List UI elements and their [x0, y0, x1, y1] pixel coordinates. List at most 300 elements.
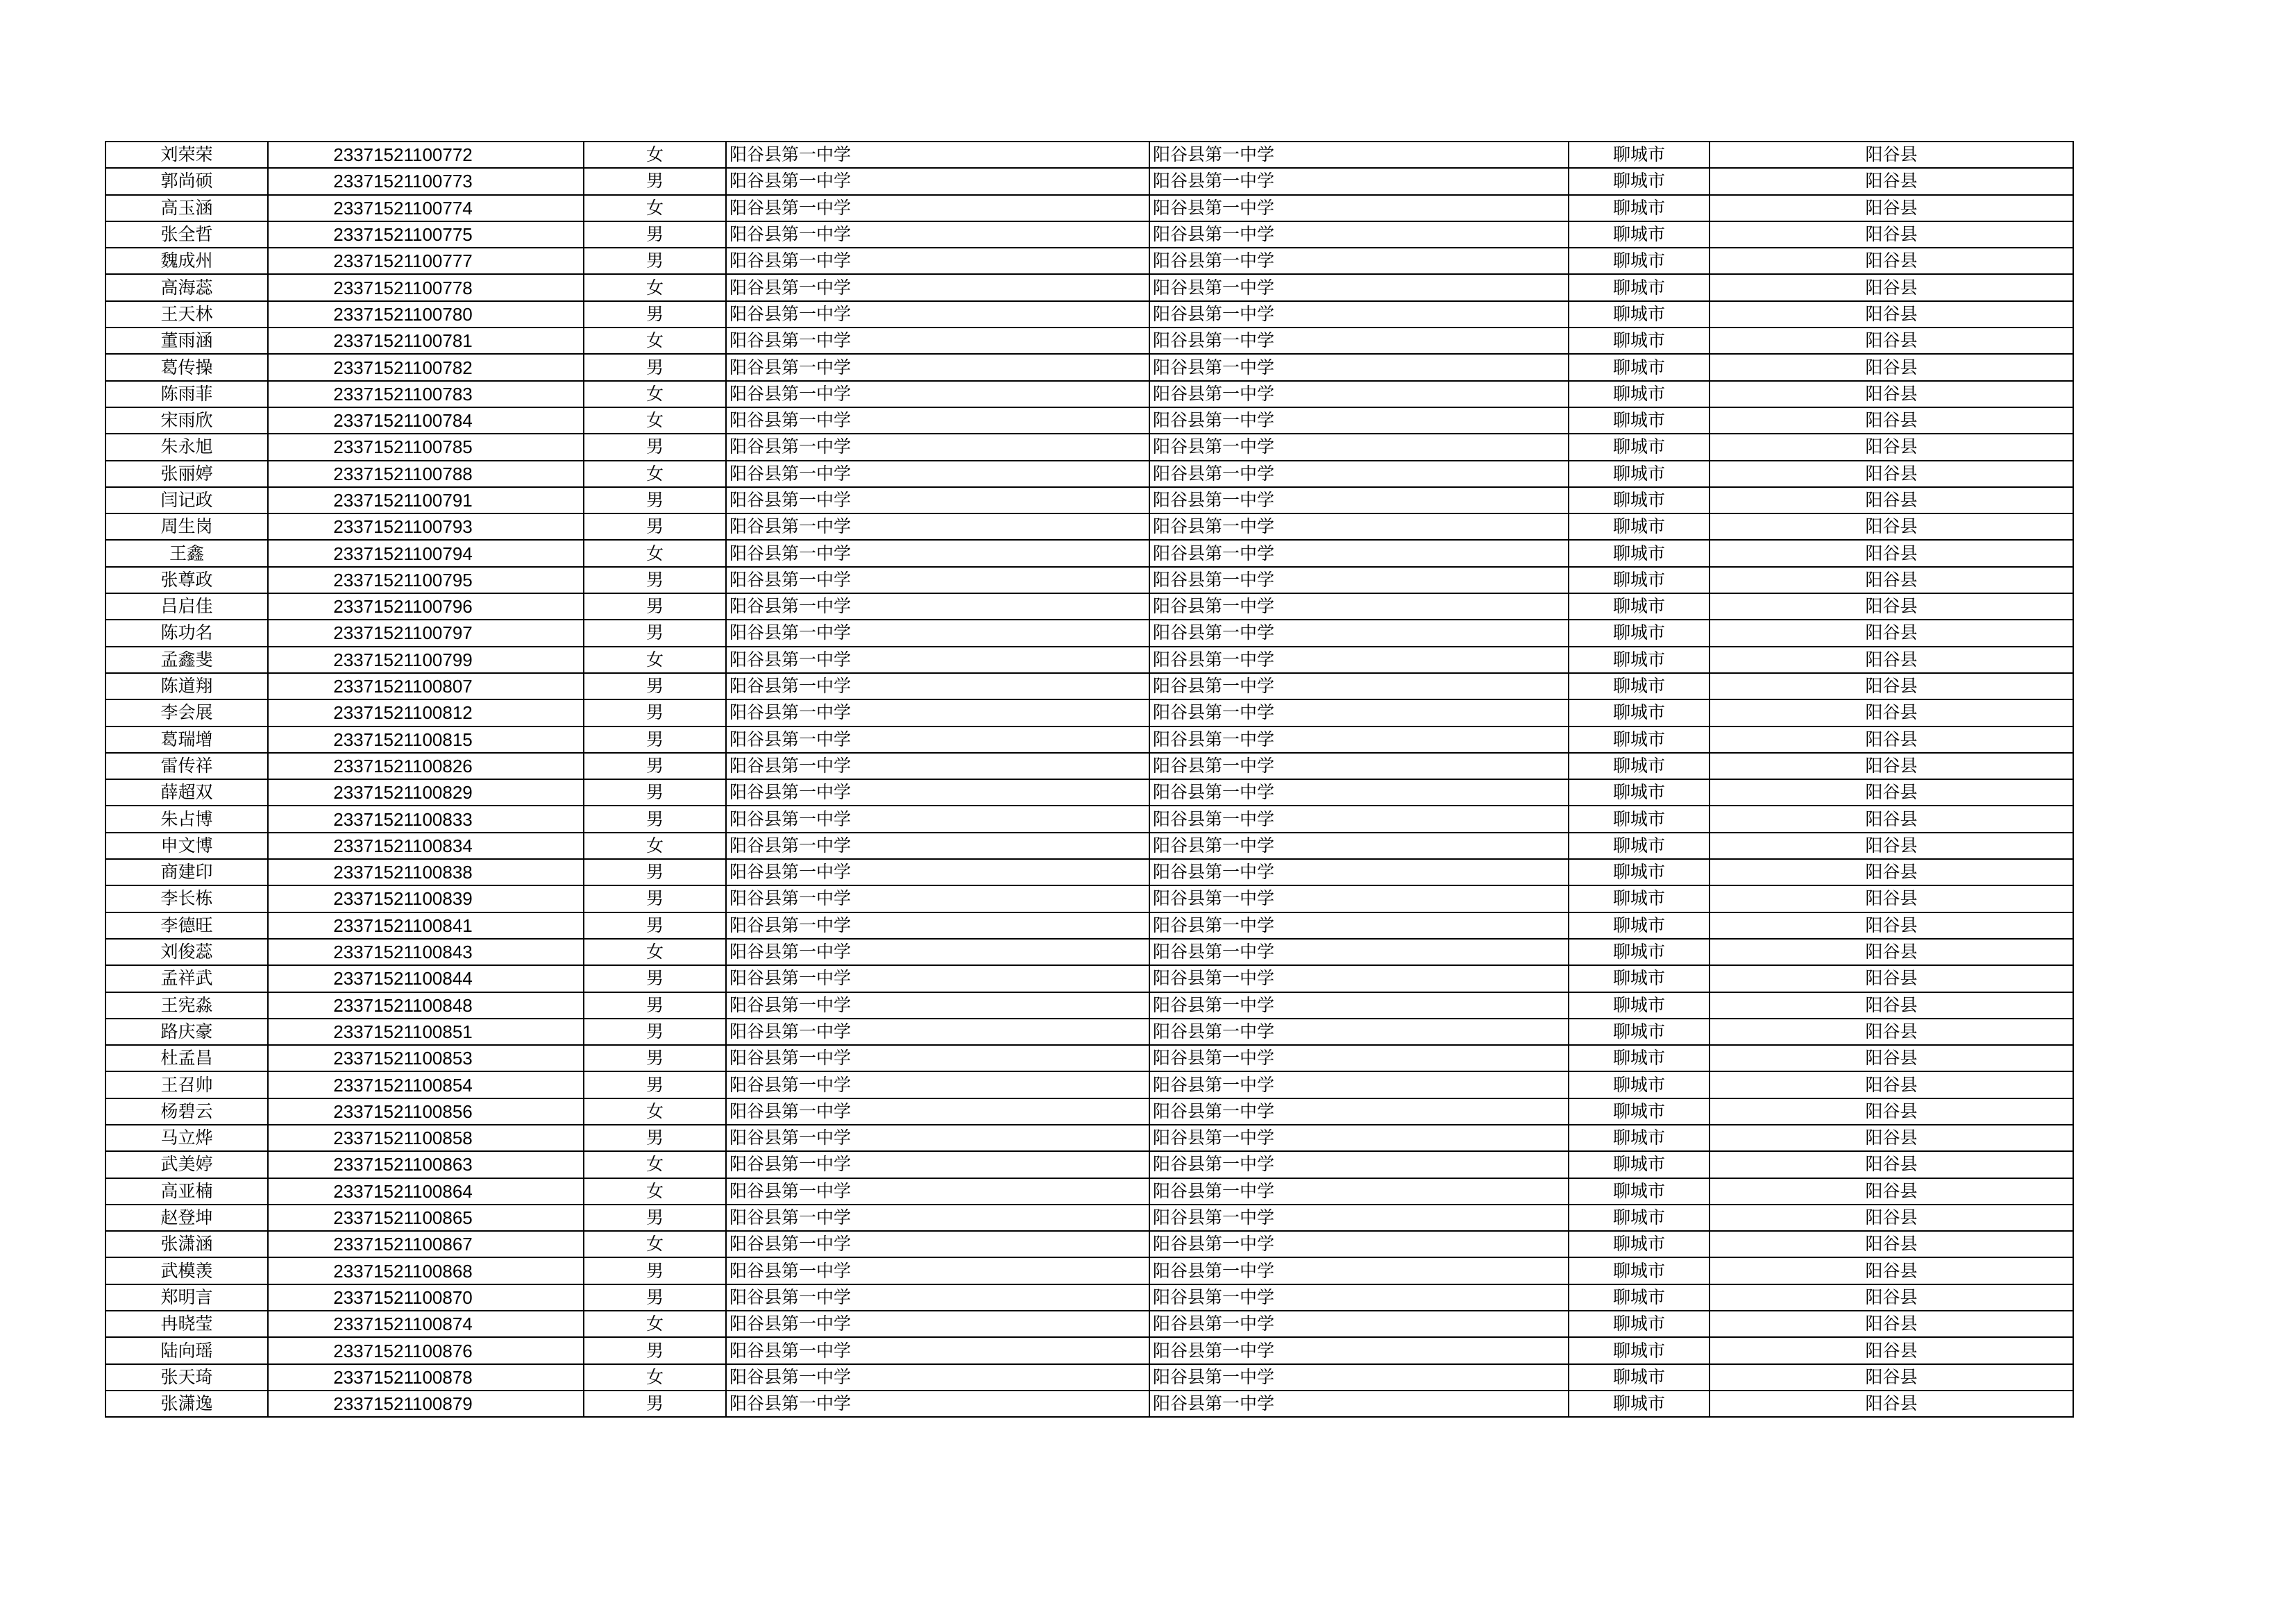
exam-number-cell: 23371521100874 [268, 1311, 584, 1337]
county-cell: 阳谷县 [1710, 540, 2073, 566]
gender-cell: 男 [584, 434, 726, 460]
school-cell: 阳谷县第一中学 [726, 1337, 1149, 1363]
exam-number-cell: 23371521100864 [268, 1178, 584, 1205]
school-cell: 阳谷县第一中学 [726, 142, 1149, 168]
school-cell: 阳谷县第一中学 [726, 992, 1149, 1019]
exam-site-cell: 阳谷县第一中学 [1149, 195, 1569, 221]
county-cell: 阳谷县 [1710, 1364, 2073, 1391]
exam-site-cell: 阳谷县第一中学 [1149, 673, 1569, 699]
city-cell: 聊城市 [1569, 1019, 1710, 1045]
city-cell: 聊城市 [1569, 1098, 1710, 1125]
school-cell: 阳谷县第一中学 [726, 168, 1149, 194]
county-cell: 阳谷县 [1710, 726, 2073, 753]
exam-number-cell: 23371521100834 [268, 833, 584, 859]
student-name-cell: 冉晓莹 [105, 1311, 268, 1337]
student-name-cell: 张潇涵 [105, 1231, 268, 1257]
school-cell: 阳谷县第一中学 [726, 1205, 1149, 1231]
school-cell: 阳谷县第一中学 [726, 1045, 1149, 1071]
county-cell: 阳谷县 [1710, 992, 2073, 1019]
city-cell: 聊城市 [1569, 1231, 1710, 1257]
gender-cell: 男 [584, 248, 726, 274]
table-row [105, 381, 2073, 407]
student-name-cell: 宋雨欣 [105, 407, 268, 434]
table-row [105, 1364, 2073, 1391]
school-cell: 阳谷县第一中学 [726, 1257, 1149, 1284]
student-name-cell: 商建印 [105, 859, 268, 885]
student-name-cell: 孟祥武 [105, 965, 268, 992]
county-cell: 阳谷县 [1710, 221, 2073, 248]
exam-number-cell: 23371521100781 [268, 328, 584, 354]
exam-number-cell: 23371521100791 [268, 487, 584, 513]
city-cell: 聊城市 [1569, 487, 1710, 513]
student-name-cell: 吕启佳 [105, 593, 268, 620]
exam-site-cell: 阳谷县第一中学 [1149, 354, 1569, 380]
table-row [105, 885, 2073, 912]
city-cell: 聊城市 [1569, 1178, 1710, 1205]
county-cell: 阳谷县 [1710, 859, 2073, 885]
school-cell: 阳谷县第一中学 [726, 301, 1149, 328]
county-cell: 阳谷县 [1710, 1311, 2073, 1337]
exam-site-cell: 阳谷县第一中学 [1149, 1205, 1569, 1231]
exam-site-cell: 阳谷县第一中学 [1149, 221, 1569, 248]
school-cell: 阳谷县第一中学 [726, 221, 1149, 248]
county-cell: 阳谷县 [1710, 939, 2073, 965]
gender-cell: 男 [584, 806, 726, 832]
city-cell: 聊城市 [1569, 1257, 1710, 1284]
table-row [105, 354, 2073, 380]
table-row [105, 1125, 2073, 1151]
county-cell: 阳谷县 [1710, 912, 2073, 939]
exam-number-cell: 23371521100784 [268, 407, 584, 434]
gender-cell: 男 [584, 1019, 726, 1045]
county-cell: 阳谷县 [1710, 461, 2073, 487]
table-row [105, 1178, 2073, 1205]
city-cell: 聊城市 [1569, 195, 1710, 221]
exam-number-cell: 23371521100785 [268, 434, 584, 460]
exam-site-cell: 阳谷县第一中学 [1149, 647, 1569, 673]
school-cell: 阳谷县第一中学 [726, 806, 1149, 832]
table-row [105, 142, 2073, 168]
gender-cell: 女 [584, 274, 726, 300]
county-cell: 阳谷县 [1710, 1125, 2073, 1151]
student-name-cell: 葛传操 [105, 354, 268, 380]
city-cell: 聊城市 [1569, 1391, 1710, 1417]
county-cell: 阳谷县 [1710, 1071, 2073, 1098]
gender-cell: 女 [584, 540, 726, 566]
city-cell: 聊城市 [1569, 1284, 1710, 1311]
table-row [105, 726, 2073, 753]
exam-site-cell: 阳谷县第一中学 [1149, 1019, 1569, 1045]
table-row [105, 1284, 2073, 1311]
gender-cell: 女 [584, 1151, 726, 1178]
student-name-cell: 魏成州 [105, 248, 268, 274]
school-cell: 阳谷县第一中学 [726, 328, 1149, 354]
exam-site-cell: 阳谷县第一中学 [1149, 833, 1569, 859]
city-cell: 聊城市 [1569, 513, 1710, 540]
county-cell: 阳谷县 [1710, 381, 2073, 407]
exam-site-cell: 阳谷县第一中学 [1149, 1364, 1569, 1391]
school-cell: 阳谷县第一中学 [726, 248, 1149, 274]
gender-cell: 男 [584, 673, 726, 699]
gender-cell: 女 [584, 1098, 726, 1125]
student-name-cell: 张尊政 [105, 567, 268, 593]
gender-cell: 女 [584, 833, 726, 859]
student-name-cell: 杜孟昌 [105, 1045, 268, 1071]
student-name-cell: 陈功名 [105, 620, 268, 646]
exam-number-cell: 23371521100838 [268, 859, 584, 885]
exam-site-cell: 阳谷县第一中学 [1149, 1337, 1569, 1363]
gender-cell: 男 [584, 1257, 726, 1284]
city-cell: 聊城市 [1569, 1071, 1710, 1098]
student-name-cell: 路庆豪 [105, 1019, 268, 1045]
school-cell: 阳谷县第一中学 [726, 699, 1149, 726]
county-cell: 阳谷县 [1710, 248, 2073, 274]
table-row [105, 965, 2073, 992]
table-row [105, 301, 2073, 328]
exam-number-cell: 23371521100797 [268, 620, 584, 646]
student-name-cell: 王鑫 [105, 540, 268, 566]
city-cell: 聊城市 [1569, 859, 1710, 885]
exam-site-cell: 阳谷县第一中学 [1149, 1391, 1569, 1417]
county-cell: 阳谷县 [1710, 1019, 2073, 1045]
gender-cell: 男 [584, 567, 726, 593]
county-cell: 阳谷县 [1710, 1257, 2073, 1284]
student-name-cell: 郭尚硕 [105, 168, 268, 194]
gender-cell: 男 [584, 620, 726, 646]
school-cell: 阳谷县第一中学 [726, 274, 1149, 300]
county-cell: 阳谷县 [1710, 142, 2073, 168]
exam-site-cell: 阳谷县第一中学 [1149, 593, 1569, 620]
exam-site-cell: 阳谷县第一中学 [1149, 1178, 1569, 1205]
exam-site-cell: 阳谷县第一中学 [1149, 274, 1569, 300]
gender-cell: 男 [584, 1045, 726, 1071]
city-cell: 聊城市 [1569, 381, 1710, 407]
table-row [105, 593, 2073, 620]
exam-number-cell: 23371521100856 [268, 1098, 584, 1125]
table-row [105, 1391, 2073, 1417]
table-row [105, 567, 2073, 593]
county-cell: 阳谷县 [1710, 620, 2073, 646]
exam-number-cell: 23371521100796 [268, 593, 584, 620]
exam-number-cell: 23371521100839 [268, 885, 584, 912]
student-name-cell: 武美婷 [105, 1151, 268, 1178]
table-row [105, 328, 2073, 354]
school-cell: 阳谷县第一中学 [726, 540, 1149, 566]
gender-cell: 男 [584, 301, 726, 328]
table-row [105, 806, 2073, 832]
gender-cell: 男 [584, 487, 726, 513]
city-cell: 聊城市 [1569, 567, 1710, 593]
exam-site-cell: 阳谷县第一中学 [1149, 912, 1569, 939]
gender-cell: 女 [584, 407, 726, 434]
city-cell: 聊城市 [1569, 221, 1710, 248]
table-body [105, 142, 2073, 1417]
county-cell: 阳谷县 [1710, 168, 2073, 194]
school-cell: 阳谷县第一中学 [726, 354, 1149, 380]
city-cell: 聊城市 [1569, 885, 1710, 912]
exam-site-cell: 阳谷县第一中学 [1149, 779, 1569, 806]
gender-cell: 男 [584, 699, 726, 726]
exam-number-cell: 23371521100812 [268, 699, 584, 726]
table-row [105, 1337, 2073, 1363]
student-name-cell: 马立烨 [105, 1125, 268, 1151]
exam-site-cell: 阳谷县第一中学 [1149, 1125, 1569, 1151]
gender-cell: 女 [584, 1231, 726, 1257]
exam-site-cell: 阳谷县第一中学 [1149, 407, 1569, 434]
exam-site-cell: 阳谷县第一中学 [1149, 859, 1569, 885]
exam-site-cell: 阳谷县第一中学 [1149, 168, 1569, 194]
gender-cell: 男 [584, 221, 726, 248]
city-cell: 聊城市 [1569, 939, 1710, 965]
county-cell: 阳谷县 [1710, 1098, 2073, 1125]
exam-site-cell: 阳谷县第一中学 [1149, 1071, 1569, 1098]
school-cell: 阳谷县第一中学 [726, 567, 1149, 593]
table-row [105, 620, 2073, 646]
school-cell: 阳谷县第一中学 [726, 673, 1149, 699]
table-row [105, 992, 2073, 1019]
gender-cell: 男 [584, 779, 726, 806]
student-name-cell: 张天琦 [105, 1364, 268, 1391]
exam-site-cell: 阳谷县第一中学 [1149, 1257, 1569, 1284]
county-cell: 阳谷县 [1710, 274, 2073, 300]
exam-number-cell: 23371521100815 [268, 726, 584, 753]
student-name-cell: 申文博 [105, 833, 268, 859]
student-name-cell: 高玉涵 [105, 195, 268, 221]
school-cell: 阳谷县第一中学 [726, 939, 1149, 965]
school-cell: 阳谷县第一中学 [726, 779, 1149, 806]
county-cell: 阳谷县 [1710, 1231, 2073, 1257]
school-cell: 阳谷县第一中学 [726, 1311, 1149, 1337]
gender-cell: 男 [584, 912, 726, 939]
exam-number-cell: 23371521100879 [268, 1391, 584, 1417]
gender-cell: 男 [584, 859, 726, 885]
school-cell: 阳谷县第一中学 [726, 1098, 1149, 1125]
city-cell: 聊城市 [1569, 992, 1710, 1019]
gender-cell: 男 [584, 753, 726, 779]
exam-number-cell: 23371521100780 [268, 301, 584, 328]
student-name-cell: 高亚楠 [105, 1178, 268, 1205]
exam-number-cell: 23371521100774 [268, 195, 584, 221]
table-row [105, 407, 2073, 434]
county-cell: 阳谷县 [1710, 328, 2073, 354]
table-row [105, 859, 2073, 885]
student-name-cell: 孟鑫斐 [105, 647, 268, 673]
county-cell: 阳谷县 [1710, 1045, 2073, 1071]
table-row [105, 1205, 2073, 1231]
exam-number-cell: 23371521100865 [268, 1205, 584, 1231]
exam-site-cell: 阳谷县第一中学 [1149, 1045, 1569, 1071]
exam-number-cell: 23371521100788 [268, 461, 584, 487]
city-cell: 聊城市 [1569, 965, 1710, 992]
county-cell: 阳谷县 [1710, 1337, 2073, 1363]
school-cell: 阳谷县第一中学 [726, 965, 1149, 992]
school-cell: 阳谷县第一中学 [726, 726, 1149, 753]
table-row [105, 487, 2073, 513]
exam-number-cell: 23371521100867 [268, 1231, 584, 1257]
school-cell: 阳谷县第一中学 [726, 753, 1149, 779]
city-cell: 聊城市 [1569, 407, 1710, 434]
exam-site-cell: 阳谷县第一中学 [1149, 1151, 1569, 1178]
school-cell: 阳谷县第一中学 [726, 833, 1149, 859]
gender-cell: 男 [584, 593, 726, 620]
school-cell: 阳谷县第一中学 [726, 593, 1149, 620]
exam-site-cell: 阳谷县第一中学 [1149, 1311, 1569, 1337]
student-name-cell: 陈道翔 [105, 673, 268, 699]
student-name-cell: 杨碧云 [105, 1098, 268, 1125]
county-cell: 阳谷县 [1710, 673, 2073, 699]
student-name-cell: 董雨涵 [105, 328, 268, 354]
exam-number-cell: 23371521100773 [268, 168, 584, 194]
school-cell: 阳谷县第一中学 [726, 620, 1149, 646]
exam-number-cell: 23371521100876 [268, 1337, 584, 1363]
gender-cell: 女 [584, 381, 726, 407]
gender-cell: 女 [584, 1311, 726, 1337]
table-row [105, 753, 2073, 779]
exam-number-cell: 23371521100844 [268, 965, 584, 992]
student-name-cell: 陆向瑶 [105, 1337, 268, 1363]
city-cell: 聊城市 [1569, 1364, 1710, 1391]
county-cell: 阳谷县 [1710, 487, 2073, 513]
city-cell: 聊城市 [1569, 1311, 1710, 1337]
school-cell: 阳谷县第一中学 [726, 885, 1149, 912]
gender-cell: 女 [584, 461, 726, 487]
city-cell: 聊城市 [1569, 142, 1710, 168]
table-row [105, 939, 2073, 965]
exam-site-cell: 阳谷县第一中学 [1149, 699, 1569, 726]
table-row [105, 248, 2073, 274]
exam-number-cell: 23371521100870 [268, 1284, 584, 1311]
school-cell: 阳谷县第一中学 [726, 381, 1149, 407]
county-cell: 阳谷县 [1710, 833, 2073, 859]
table-row [105, 912, 2073, 939]
county-cell: 阳谷县 [1710, 806, 2073, 832]
city-cell: 聊城市 [1569, 328, 1710, 354]
county-cell: 阳谷县 [1710, 434, 2073, 460]
exam-site-cell: 阳谷县第一中学 [1149, 1098, 1569, 1125]
gender-cell: 男 [584, 354, 726, 380]
city-cell: 聊城市 [1569, 806, 1710, 832]
exam-number-cell: 23371521100841 [268, 912, 584, 939]
city-cell: 聊城市 [1569, 912, 1710, 939]
gender-cell: 男 [584, 1071, 726, 1098]
county-cell: 阳谷县 [1710, 1178, 2073, 1205]
gender-cell: 男 [584, 1337, 726, 1363]
school-cell: 阳谷县第一中学 [726, 1071, 1149, 1098]
exam-site-cell: 阳谷县第一中学 [1149, 1231, 1569, 1257]
county-cell: 阳谷县 [1710, 647, 2073, 673]
exam-site-cell: 阳谷县第一中学 [1149, 992, 1569, 1019]
student-name-cell: 王天林 [105, 301, 268, 328]
school-cell: 阳谷县第一中学 [726, 1391, 1149, 1417]
exam-number-cell: 23371521100783 [268, 381, 584, 407]
exam-site-cell: 阳谷县第一中学 [1149, 142, 1569, 168]
school-cell: 阳谷县第一中学 [726, 1364, 1149, 1391]
exam-number-cell: 23371521100853 [268, 1045, 584, 1071]
exam-number-cell: 23371521100794 [268, 540, 584, 566]
county-cell: 阳谷县 [1710, 567, 2073, 593]
county-cell: 阳谷县 [1710, 354, 2073, 380]
exam-number-cell: 23371521100848 [268, 992, 584, 1019]
student-name-cell: 周生岗 [105, 513, 268, 540]
city-cell: 聊城市 [1569, 673, 1710, 699]
table-row [105, 1311, 2073, 1337]
school-cell: 阳谷县第一中学 [726, 1125, 1149, 1151]
table-row [105, 1231, 2073, 1257]
school-cell: 阳谷县第一中学 [726, 487, 1149, 513]
gender-cell: 女 [584, 195, 726, 221]
county-cell: 阳谷县 [1710, 885, 2073, 912]
exam-number-cell: 23371521100843 [268, 939, 584, 965]
city-cell: 聊城市 [1569, 1337, 1710, 1363]
school-cell: 阳谷县第一中学 [726, 647, 1149, 673]
student-name-cell: 李会展 [105, 699, 268, 726]
city-cell: 聊城市 [1569, 833, 1710, 859]
student-roster-table [105, 141, 2074, 1418]
student-name-cell: 张潇逸 [105, 1391, 268, 1417]
exam-site-cell: 阳谷县第一中学 [1149, 620, 1569, 646]
school-cell: 阳谷县第一中学 [726, 1284, 1149, 1311]
exam-number-cell: 23371521100854 [268, 1071, 584, 1098]
school-cell: 阳谷县第一中学 [726, 434, 1149, 460]
student-name-cell: 张全哲 [105, 221, 268, 248]
table-row [105, 1019, 2073, 1045]
gender-cell: 男 [584, 1284, 726, 1311]
city-cell: 聊城市 [1569, 779, 1710, 806]
city-cell: 聊城市 [1569, 593, 1710, 620]
exam-number-cell: 23371521100799 [268, 647, 584, 673]
table-row [105, 1071, 2073, 1098]
table-row [105, 274, 2073, 300]
gender-cell: 男 [584, 726, 726, 753]
city-cell: 聊城市 [1569, 620, 1710, 646]
exam-number-cell: 23371521100775 [268, 221, 584, 248]
exam-site-cell: 阳谷县第一中学 [1149, 885, 1569, 912]
city-cell: 聊城市 [1569, 753, 1710, 779]
city-cell: 聊城市 [1569, 274, 1710, 300]
exam-number-cell: 23371521100878 [268, 1364, 584, 1391]
exam-site-cell: 阳谷县第一中学 [1149, 248, 1569, 274]
exam-number-cell: 23371521100868 [268, 1257, 584, 1284]
city-cell: 聊城市 [1569, 726, 1710, 753]
exam-site-cell: 阳谷县第一中学 [1149, 301, 1569, 328]
school-cell: 阳谷县第一中学 [726, 912, 1149, 939]
table-row [105, 540, 2073, 566]
student-name-cell: 李德旺 [105, 912, 268, 939]
county-cell: 阳谷县 [1710, 301, 2073, 328]
student-name-cell: 葛瑞增 [105, 726, 268, 753]
gender-cell: 女 [584, 647, 726, 673]
school-cell: 阳谷县第一中学 [726, 1019, 1149, 1045]
exam-number-cell: 23371521100863 [268, 1151, 584, 1178]
student-name-cell: 李长栋 [105, 885, 268, 912]
gender-cell: 女 [584, 1178, 726, 1205]
school-cell: 阳谷县第一中学 [726, 407, 1149, 434]
student-name-cell: 薛超双 [105, 779, 268, 806]
exam-number-cell: 23371521100782 [268, 354, 584, 380]
exam-number-cell: 23371521100772 [268, 142, 584, 168]
gender-cell: 男 [584, 1205, 726, 1231]
table-row [105, 833, 2073, 859]
exam-site-cell: 阳谷县第一中学 [1149, 753, 1569, 779]
table-row [105, 1098, 2073, 1125]
gender-cell: 女 [584, 939, 726, 965]
exam-site-cell: 阳谷县第一中学 [1149, 540, 1569, 566]
table-row [105, 195, 2073, 221]
gender-cell: 男 [584, 992, 726, 1019]
student-name-cell: 王宪淼 [105, 992, 268, 1019]
city-cell: 聊城市 [1569, 248, 1710, 274]
county-cell: 阳谷县 [1710, 753, 2073, 779]
